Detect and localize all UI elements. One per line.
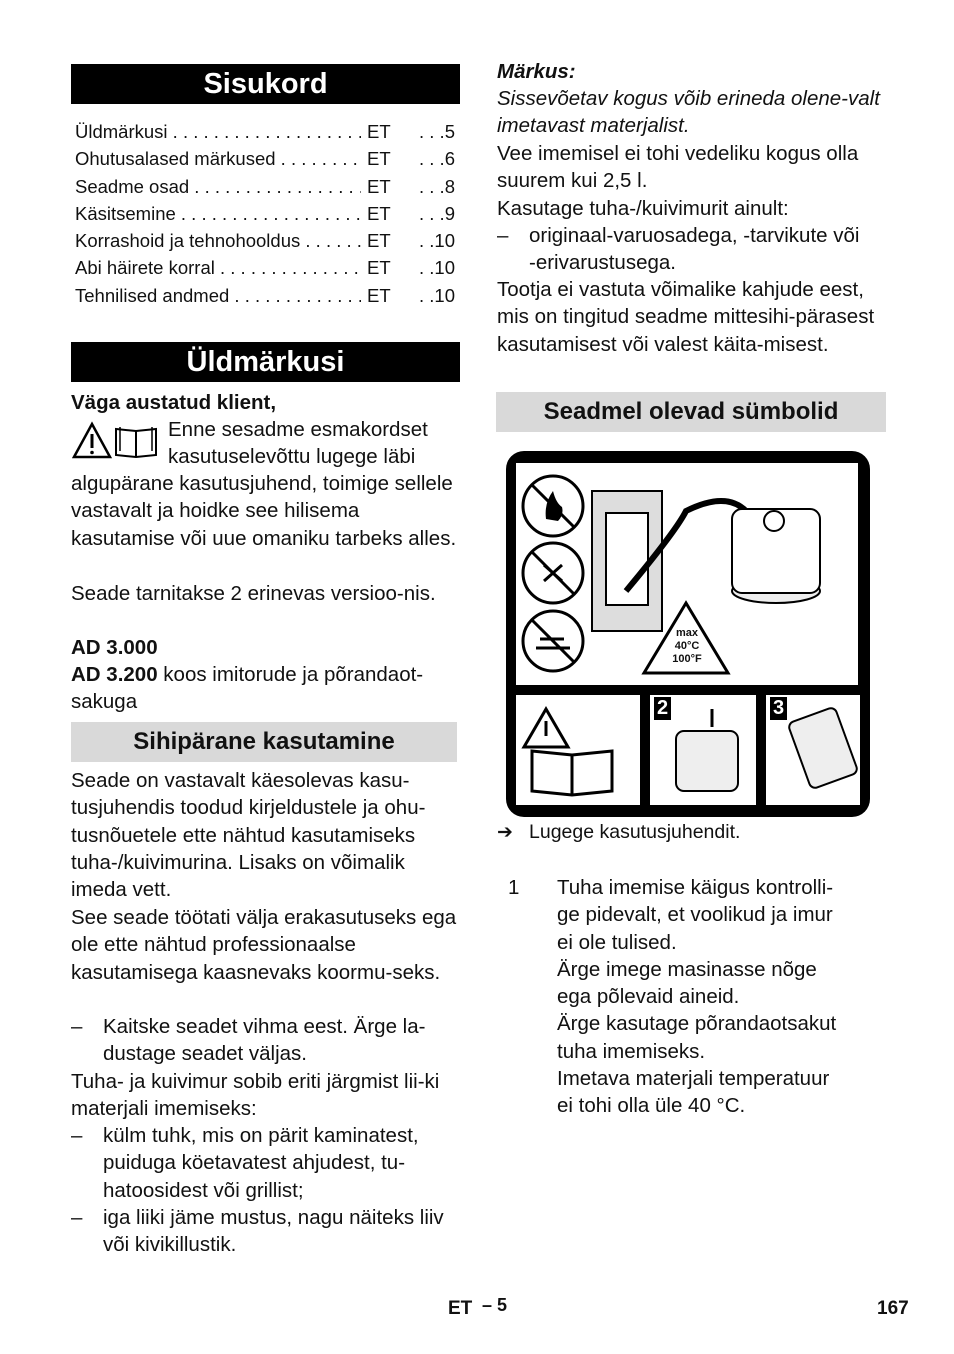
- toc-entry-page: . .10: [419, 230, 455, 252]
- toc-row: [75, 254, 455, 281]
- arrow-icon: ➔: [497, 822, 513, 843]
- bullet-dash: –: [71, 1015, 83, 1038]
- symbols-heading: Seadmel olevad sümbolid: [496, 392, 886, 432]
- max-temp-label: [662, 627, 712, 666]
- toc-entry-lang: ET: [367, 230, 391, 252]
- intended-p1: Seade on vastavalt käesolevas kasu-tusjuhendis toodud kirjeldustele ja ohu-tusnõuetele ette nähtud kasutamiseks tuha-/kuivimurina. Lisaks on võimalik imeda vett.: [71, 769, 426, 902]
- toc-row: [75, 227, 455, 254]
- max-celsius: 40°C: [674, 640, 700, 652]
- intro-line-2: kasutuselevõttu lugege läbi: [168, 445, 416, 468]
- toc-row: [75, 145, 455, 172]
- toc-entry-page: . .10: [419, 284, 455, 306]
- figure-badge-3: 3: [770, 697, 787, 720]
- bullet-dash: –: [71, 1124, 83, 1147]
- toc-entry-lang: ET: [367, 175, 391, 197]
- toc-entry-lang: ET: [367, 121, 391, 142]
- footer-lang: ET: [448, 1298, 473, 1319]
- item-text-line: ega põlevaid aineid.: [557, 985, 740, 1009]
- toc-entry-title: Tehnilised andmed . . .: [75, 282, 361, 309]
- toc-entry-title: Üldmärkusi . . .: [75, 118, 361, 145]
- item-text-line: Ärge imege masinasse nõge: [557, 957, 817, 981]
- toc-entry-page: . .10: [419, 257, 455, 279]
- symbols-figure: [506, 451, 870, 817]
- item-text-line: ge pidevalt, et voolikud ja imur: [557, 903, 833, 927]
- bullet-dash: –: [497, 224, 509, 247]
- general-heading: Üldmärkusi: [71, 342, 460, 382]
- toc-entry-page: . . .6: [419, 148, 455, 170]
- liability-text: Tootja ei vastuta võimalike kahjude eest, mis on tingitud seadme mittesihi-pärasest kasutamisest või valest käita-misest.: [497, 278, 875, 356]
- warning-manual-icon: [72, 421, 162, 461]
- footer-page-ref: – 5: [482, 1295, 508, 1315]
- toc-row: [75, 173, 455, 200]
- toc-entry-lang: ET: [367, 257, 391, 279]
- toc-entry-page: . . .8: [419, 175, 455, 197]
- toc-entry-title: Abi häirete korral . . .: [75, 254, 361, 281]
- toc-entry-page: . . .9: [419, 202, 455, 224]
- toc-entry-title: Korrashoid ja tehnohooldus . . .: [75, 227, 361, 254]
- figure-badge-1: 1: [840, 465, 852, 487]
- versions-text: Seade tarnitakse 2 erinevas versioo-nis.: [71, 582, 436, 605]
- item-number: 1: [508, 876, 520, 899]
- intended-p3: Tuha- ja kuivimur sobib eriti järgmist lii-ki materjali imemiseks:: [71, 1070, 440, 1121]
- table-of-contents: [75, 118, 455, 309]
- greeting: Väga austatud klient,: [71, 391, 277, 414]
- toc-entry-lang: ET: [367, 148, 391, 170]
- item-text-line: Tuha imemise käigus kontrolli-: [557, 876, 834, 899]
- read-manual-text: Lugege kasutusjuhendit.: [529, 821, 741, 843]
- toc-row: [75, 118, 455, 145]
- toc-entry-title: Seadme osad . . .: [75, 173, 361, 200]
- item-text-line: ei tohi olla üle 40 °C.: [557, 1094, 746, 1118]
- toc-row: [75, 282, 455, 309]
- toc-entry-lang: ET: [367, 202, 391, 224]
- toc-entry-page: . . .5: [419, 121, 455, 142]
- bullet-dash: –: [71, 1206, 83, 1229]
- page-number: 167: [877, 1298, 909, 1319]
- item-text-line: Imetava materjali temperatuur: [557, 1067, 830, 1091]
- intended-bullet-1: Kaitske seadet vihma eest. Ärge la-dustage seadet väljas.: [103, 1015, 426, 1066]
- item-text: [557, 874, 887, 1120]
- toc-heading: Sisukord: [71, 64, 460, 104]
- model-2: AD 3.200: [71, 663, 158, 686]
- note-label: Märkus:: [497, 60, 576, 83]
- model-2-desc: koos imitorude ja põrandaot-sakuga: [71, 663, 424, 714]
- original-parts: originaal-varuosadega, -tarvikute või -erivarustusega.: [529, 224, 860, 275]
- item-text-line: Ärge kasutage põrandaotsakut: [557, 1012, 837, 1036]
- item-text-line: ei ole tulised.: [557, 930, 677, 954]
- model-1: AD 3.000: [71, 636, 158, 659]
- use-only: Kasutage tuha-/kuivimurit ainult:: [497, 197, 789, 220]
- max-fahrenheit: 100°F: [672, 653, 702, 665]
- figure-badge-2: 2: [654, 697, 671, 720]
- toc-row: [75, 200, 455, 227]
- model-2-line: [71, 661, 461, 716]
- toc-entry-title: Ohutusalased märkused . . .: [75, 145, 361, 172]
- water-note: Vee imemisel ei tohi vedeliku kogus olla suurem kui 2,5 l.: [497, 142, 859, 193]
- intro-rest: algupärane kasutusjuhend, toimige sellele vastavalt ja hoidke see hilisema kasutamise või uue omaniku tarbeks alles.: [71, 472, 457, 550]
- note-text: Sissevõetav kogus võib erineda olene-valt imetavast materjalist.: [497, 87, 880, 138]
- intended-bullet-2: külm tuhk, mis on pärit kaminatest, puiduga köetavatest ahjudest, tu-hatoosidest või grillist;: [103, 1124, 419, 1202]
- intended-p2: See seade töötati välja erakasutuseks ega ole ette nähtud professionaalse kasutamisega kaasnevaks koormu-seks.: [71, 906, 457, 984]
- max-label: max: [675, 627, 699, 639]
- intro-line-1: Enne sesadme esmakordset: [168, 418, 428, 441]
- toc-entry-title: Käsitsemine . . .: [75, 200, 361, 227]
- toc-entry-lang: ET: [367, 284, 391, 306]
- item-text-line: tuha imemiseks.: [557, 1039, 706, 1063]
- intended-use-heading: Sihipärane kasutamine: [71, 722, 457, 762]
- intended-bullet-3: iga liiki jäme mustus, nagu näiteks liiv või kivikillustik.: [103, 1206, 444, 1257]
